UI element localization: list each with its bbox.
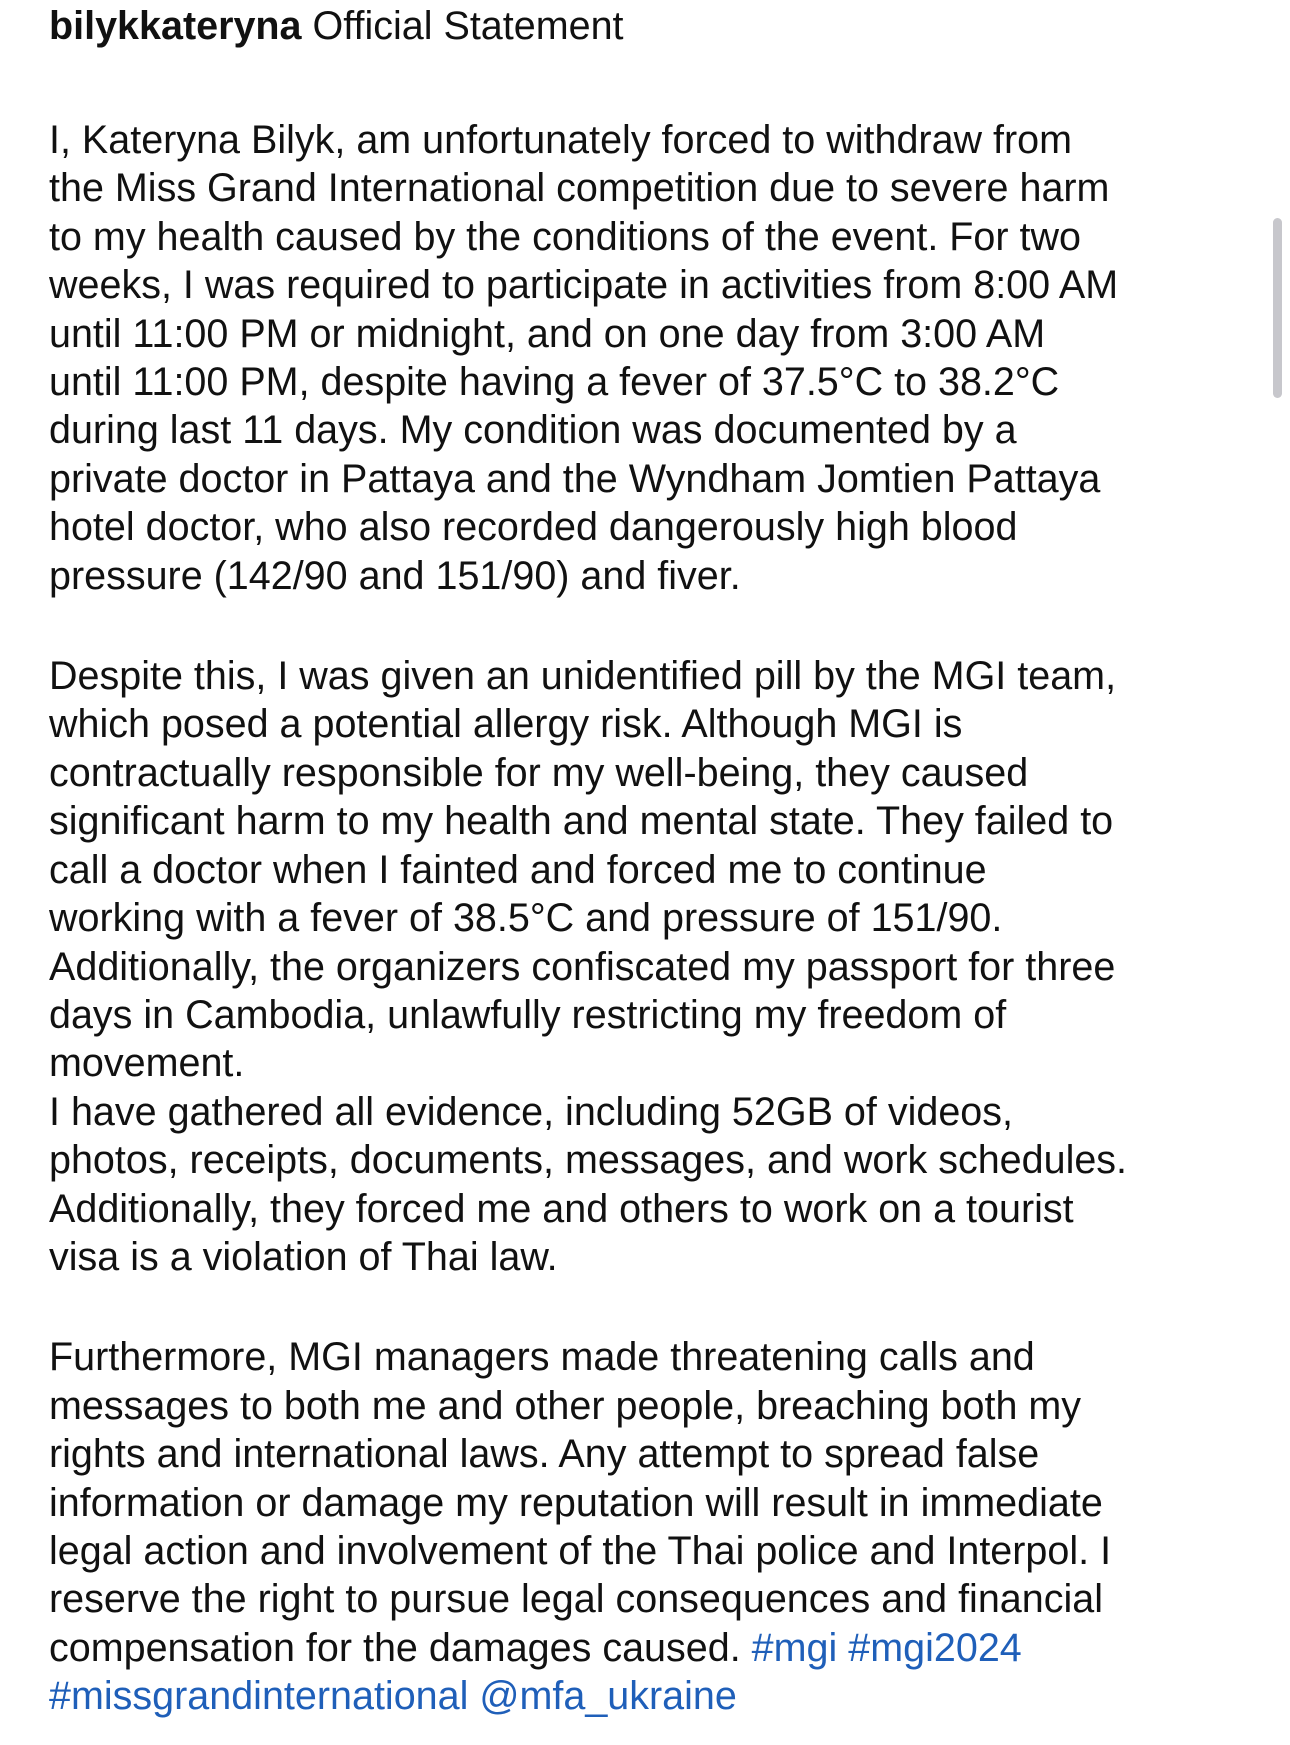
statement-paragraph-1: I, Kateryna Bilyk, am unfortunately forced to withdraw from the Miss Grand International competition due to severe harm to my health caused by the conditions of the event. For two weeks, I was required to participate in activities from 8:00 AM until 11:00 PM or midnight, and on one day from 3:00 AM until 11:00 PM, despite having a fever of 37.5°C to 38.2°C during last 11 days. My condition was documented by a private doctor in Pattaya and the Wyndham Jomtien Pattaya hotel doctor, who also recorded dangerously high blood pressure (142/90 and 151/90) and fiver. (49, 118, 1119, 598)
statement-paragraph-2: Despite this, I was given an unidentified pill by the MGI team, which posed a potential allergy risk. Although MGI is contractually responsible for my well-being, they caused significant harm to my health and mental state. They failed to call a doctor when I fainted and forced me to continue working with a fever of 38.5°C and pressure of 151/90. Additionally, the organizers confiscated my passport for three days in Cambodia, unlawfully restricting my freedom of movement. (49, 654, 1117, 1086)
mention-mfa-ukraine[interactable]: @mfa_ukraine (479, 1674, 737, 1719)
statement-paragraph-4 (49, 1333, 1249, 1720)
hashtag-mgi[interactable]: #mgi (751, 1625, 838, 1670)
post-title: Official Statement (312, 4, 624, 48)
hashtag-missgrandinternational[interactable]: #missgrandinternational (49, 1674, 469, 1719)
username-link[interactable]: bilykkateryna (49, 4, 302, 48)
post-caption (49, 0, 1249, 1721)
hashtag-mgi2024[interactable]: #mgi2024 (848, 1625, 1022, 1670)
vertical-scrollbar[interactable] (1273, 218, 1282, 398)
statement-paragraph-3: I have gathered all evidence, including 52GB of videos, photos, receipts, documents, messages, and work schedules. Additionally, they forced me and others to work on a tourist visa is a violation of Thai law. (49, 1089, 1128, 1279)
statement-paragraph-4-text: Furthermore, MGI managers made threatening calls and messages to both me and other people, breaching both my rights and international laws. Any attempt to spread false information or damage my reputation will result in immediate legal action and involvement of the Thai police and Interpol. I reserve the right to pursue legal consequences and financial compensation for the damages caused. (49, 1335, 1112, 1670)
caption-header (49, 0, 1249, 50)
